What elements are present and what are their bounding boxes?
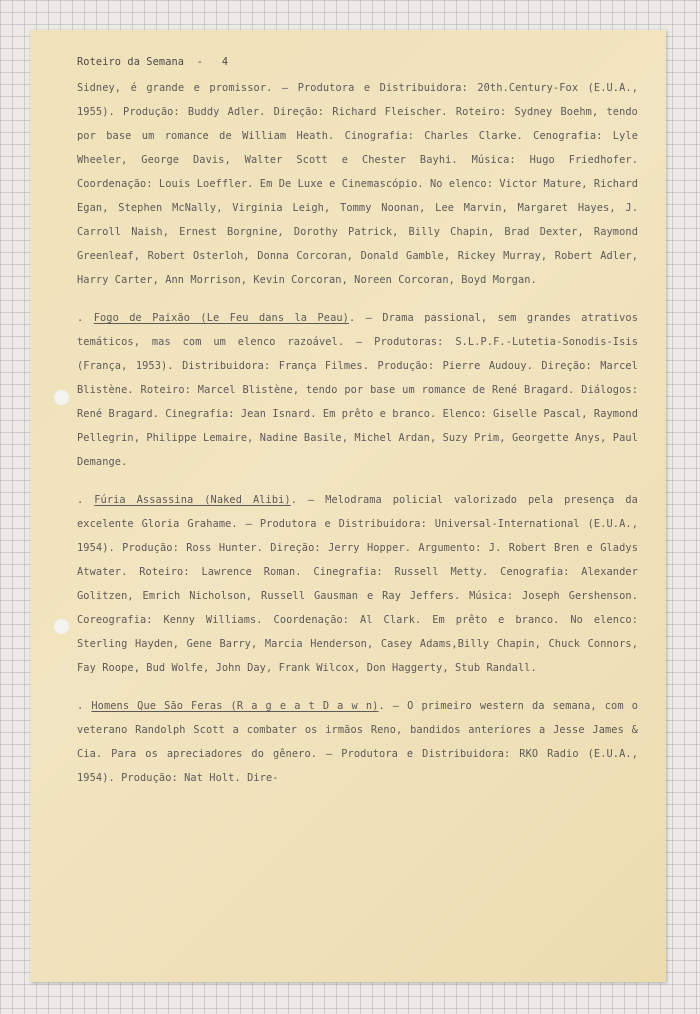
page-header: Roteiro da Semana - 4 — [77, 56, 229, 68]
punch-hole — [54, 390, 69, 405]
review-text: . — O primeiro western da semana, com o veterano Randolph Scott a combater os irmãos Reno, bandidos anteriores a Jesse James & Cia. Para os apreciadores do gênero. — Produtora e Distribuidora: RKO Radio (E.U.A., 1954). Produção: Nat Holt. Dire- — [77, 700, 638, 784]
film-reviews — [77, 76, 638, 790]
page-number: 4 — [221, 56, 229, 68]
review-entry: . Fogo de Paixão (Le Feu dans la Peau). — Drama passional, sem grandes atrativos temáticos, mas com um elenco razoável. — Produtoras: S.L.P.F.-Lutetia-Sonodis-Isis (França, 1953). Distribuidora: França Filmes. Produção: Pierre Audouy. Direção: Marcel Blistène. Roteiro: Marcel Blistène, tendo por base um romance de René Bragard. Diálogos: René Bragard. Cinegrafia: Jean Isnard. Em prêto e branco. Elenco: Giselle Pascal, Raymond Pellegrin, Philippe Lemaire, Nadine Basile, Michel Ardan, Suzy Prim, Georgette Anys, Paul Demange. — [77, 312, 638, 468]
typewritten-page — [30, 30, 666, 982]
review-title: Homens Que São Feras (R a g e a t D a w n) — [91, 700, 379, 712]
review-text: . — Melodrama policial valorizado pela presença da excelente Gloria Grahame. — Produtora e Distribuidora: Universal-International (E.U.A., 1954). Produção: Ross Hunter. Direção: Jerry Hopper. Argumento: J. Robert Bren e Gladys Atwater. Roteiro: Lawrence Roman. Cinegrafia: Russell Metty. Cenografia: Alexander Golitzen, Emrich Nicholson, Russell Gausman e Ray Jeffers. Música: Joseph Gershenson. Coreografia: Kenny Williams. Coordenação: Al Clark. Em prêto e branco. No elenco: Sterling Hayden, Gene Barry, Marcia Henderson, Casey Adams,Billy Chapin, Chuck Connors, Fay Roope, Bud Wolfe, John Day, Frank Wilcox, Don Haggerty, Stub Randall. — [77, 494, 638, 674]
review-entry: . Fúria Assassina (Naked Alibi). — Melodrama policial valorizado pela presença da excelente Gloria Grahame. — Produtora e Distribuidora: Universal-International (E.U.A., 1954). Produção: Ross Hunter. Direção: Jerry Hopper. Argumento: J. Robert Bren e Gladys Atwater. Roteiro: Lawrence Roman. Cinegrafia: Russell Metty. Cenografia: Alexander Golitzen, Emrich Nicholson, Russell Gausman e Ray Jeffers. Música: Joseph Gershenson. Coreografia: Kenny Williams. Coordenação: Al Clark. Em prêto e branco. No elenco: Sterling Hayden, Gene Barry, Marcia Henderson, Casey Adams,Billy Chapin, Chuck Connors, Fay Roope, Bud Wolfe, John Day, Frank Wilcox, Don Haggerty, Stub Randall. — [77, 494, 638, 674]
review-text: Sidney, é grande e promissor. — Produtora e Distribuidora: 20th.Century-Fox (E.U.A., 1955). Produção: Buddy Adler. Direção: Richard Fleischer. Roteiro: Sydney Boehm, tendo por base um romance de William Heath. Cinografia: Charles Clarke. Cenografia: Lyle Wheeler, George Davis, Walter Scott e Chester Bayhi. Música: Hugo Friedhofer. Coordenação: Louis Loeffler. Em De Luxe e Cinemascópio. No elenco: Victor Mature, Richard Egan, Stephen McNally, Virginia Leigh, Tommy Noonan, Lee Marvin, Margaret Hayes, J. Carroll Naish, Ernest Borgnine, Dorothy Patrick, Billy Chapin, Brad Dexter, Raymond Greenleaf, Robert Osterloh, Donna Corcoran, Donald Gamble, Rickey Murray, Robert Adler, Harry Carter, Ann Morrison, Kevin Corcoran, Noreen Corcoran, Boyd Morgan. — [77, 82, 638, 286]
review-continued — [77, 76, 638, 292]
review-title: Fogo de Paixão (Le Feu dans la Peau) — [93, 312, 349, 324]
punch-hole — [54, 619, 69, 634]
review-title: Fúria Assassina (Naked Alibi) — [94, 494, 291, 506]
review-entry: . Homens Que São Feras (R a g e a t D a w n). — O primeiro western da semana, com o veterano Randolph Scott a combater os irmãos Reno, bandidos anteriores a Jesse James & Cia. Para os apreciadores do gênero. — Produtora e Distribuidora: RKO Radio (E.U.A., 1954). Produção: Nat Holt. Dire- — [77, 700, 638, 784]
page-header-title: Roteiro da Semana — [77, 56, 185, 68]
review-text: . — Drama passional, sem grandes atrativos temáticos, mas com um elenco razoável. — Produtoras: S.L.P.F.-Lutetia-Sonodis-Isis (França, 1953). Distribuidora: França Filmes. Produção: Pierre Audouy. Direção: Marcel Blistène. Roteiro: Marcel Blistène, tendo por base um romance de René Bragard. Diálogos: René Bragard. Cinegrafia: Jean Isnard. Em prêto e branco. Elenco: Giselle Pascal, Raymond Pellegrin, Philippe Lemaire, Nadine Basile, Michel Ardan, Suzy Prim, Georgette Anys, Paul Demange. — [77, 312, 638, 468]
